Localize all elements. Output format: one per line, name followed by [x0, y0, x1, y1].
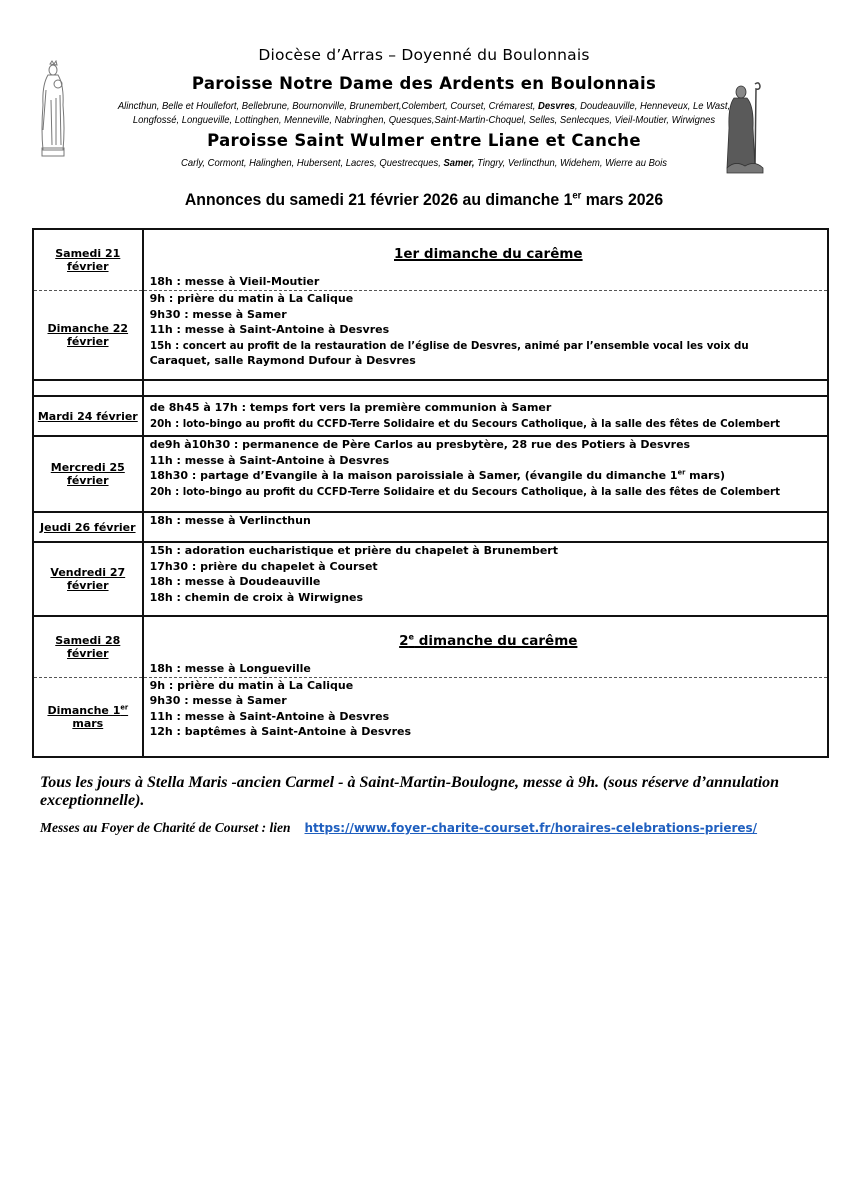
table-row [33, 291, 828, 381]
day-label: Dimanche 22 février [47, 322, 129, 348]
event-line: 9h : prière du matin à La Calique [149, 678, 354, 692]
table-row [33, 436, 828, 512]
event-line: 18h : messe à Doudeauville [149, 575, 321, 589]
day-cell [33, 396, 143, 436]
event-line: Caraquet, salle Raymond Dufour à Desvres [149, 354, 416, 368]
day-label-text: mars [72, 716, 104, 730]
day-cell [33, 616, 143, 677]
parish1-villages [42, 99, 805, 127]
day-label: Vendredi 27 février [50, 566, 126, 592]
event-text: mars) [685, 469, 726, 483]
event-sup: er [677, 468, 686, 477]
villages-bold: Samer, [443, 157, 475, 169]
villages-text: Longfossé, Longueville, Lottinghen, Menneville, Nabringhen, Quesques,Saint-Martin-Choquel, Selles, Senlecques, Vieil-Moutier, Wirwignes [132, 114, 716, 126]
parish1-name: Paroisse Notre Dame des Ardents en Boulonnais [191, 74, 657, 93]
day-label [47, 704, 128, 730]
day-cell [33, 512, 143, 542]
event-text: 18h30 : partage d’Evangile à la maison paroissiale à Samer, (évangile du dimanche 1 [149, 469, 678, 483]
table-row [33, 616, 828, 677]
day-cell [33, 380, 143, 396]
event-line: 17h30 : prière du chapelet à Courset [149, 559, 378, 573]
title-sup: er [572, 190, 582, 202]
day-label-text: Dimanche 1 [47, 703, 121, 717]
event-line [150, 468, 827, 484]
events-cell [143, 396, 828, 436]
event-line: 9h30 : messe à Samer [149, 307, 287, 321]
events-cell [143, 380, 828, 396]
table-row [33, 677, 828, 757]
foyer-link[interactable]: https://www.foyer-charite-courset.fr/horaires-celebrations-prieres/ [304, 821, 758, 835]
event-line: 18h : messe à Longueville [149, 662, 311, 675]
parish2-name: Paroisse Saint Wulmer entre Liane et Canche [207, 131, 641, 150]
foyer-charite-note [40, 820, 820, 836]
table-row [33, 396, 828, 436]
event-line: 11h : messe à Saint-Antoine à Desvres [149, 323, 390, 337]
events-cell [143, 512, 828, 542]
table-row [33, 512, 828, 542]
villages-text: Tingry, Verlincthun, Widehem, Wierre au Bois [474, 157, 667, 169]
table-row [33, 542, 828, 616]
events-cell [143, 291, 828, 381]
event-line: 15h : concert au profit de la restauration de l’église de Desvres, animé par l’ensemble vocal les voix du [149, 338, 749, 352]
title-text: mars 2026 [581, 190, 664, 209]
week-heading [150, 617, 827, 661]
day-label-sup: er [120, 702, 129, 711]
events-cell [143, 542, 828, 616]
events-cell [143, 677, 828, 757]
day-label: Mardi 24 février [37, 409, 138, 423]
heading-text: dimanche du carême [414, 633, 578, 649]
villages-bold: Desvres [538, 100, 575, 112]
event-line: 11h : messe à Saint-Antoine à Desvres [149, 453, 390, 467]
stella-maris-note: Tous les jours à Stella Maris -ancien Carmel - à Saint-Martin-Boulogne, messe à 9h. (sous réserve d’annulation exceptionnelle). [40, 774, 780, 809]
table-row-empty [33, 380, 828, 396]
diocese-title: Diocèse d’Arras – Doyenné du Boulonnais [258, 46, 590, 64]
day-cell [33, 436, 143, 512]
event-line: 18h : chemin de croix à Wirwignes [149, 590, 364, 604]
event-line: 20h : loto-bingo au profit du CCFD-Terre Solidaire et du Secours Catholique, à la salle des fêtes de Colembert [149, 484, 780, 498]
day-label: Samedi 21 février [55, 247, 121, 273]
schedule-table [32, 228, 829, 758]
villages-text: , Doudeauville, Henneveux, Le Wast, [574, 100, 731, 112]
event-line: 11h : messe à Saint-Antoine à Desvres [149, 709, 390, 723]
foyer-label: Messes au Foyer de Charité de Courset : lien [40, 820, 291, 835]
day-label: Samedi 28 février [55, 633, 121, 660]
event-line: de9h à10h30 : permanence de Père Carlos au presbytère, 28 rue des Potiers à Desvres [149, 438, 691, 451]
parish2-villages [42, 156, 805, 170]
events-cell [143, 229, 828, 291]
heading-sup: e [408, 631, 415, 642]
day-cell [33, 677, 143, 757]
announcement-title [30, 190, 819, 210]
heading-text: 2 [399, 633, 409, 649]
title-text: Annonces du samedi 21 février 2026 au dimanche 1 [184, 190, 573, 209]
day-cell [33, 291, 143, 381]
day-cell [33, 542, 143, 616]
day-label: Mercredi 25 février [50, 461, 125, 487]
villages-text: Carly, Cormont, Halinghen, Hubersent, Lacres, Questrecques, [181, 157, 444, 169]
event-line: 18h : messe à Verlincthun [149, 514, 311, 527]
event-line: 12h : baptêmes à Saint-Antoine à Desvres [149, 725, 412, 739]
event-line: 20h : loto-bingo au profit du CCFD-Terre Solidaire et du Secours Catholique, à la salle des fêtes de Colembert [149, 417, 780, 430]
event-line: 15h : adoration eucharistique et prière du chapelet à Brunembert [149, 544, 558, 557]
villages-text: Alincthun, Belle et Houllefort, Bellebrune, Bournonville, Brunembert,Colembert, Courset, Crémarest, [117, 100, 539, 112]
events-cell [143, 436, 828, 512]
table-row [33, 229, 828, 291]
event-line: de 8h45 à 17h : temps fort vers la première communion à Samer [149, 401, 552, 415]
event-line: 9h30 : messe à Samer [149, 694, 287, 708]
day-cell [33, 229, 143, 291]
event-line: 18h : messe à Vieil-Moutier [149, 275, 320, 289]
day-label: Jeudi 26 février [40, 520, 136, 534]
events-cell [143, 616, 828, 677]
week-heading: 1er dimanche du carême [394, 246, 583, 263]
event-line: 9h : prière du matin à La Calique [149, 292, 354, 305]
